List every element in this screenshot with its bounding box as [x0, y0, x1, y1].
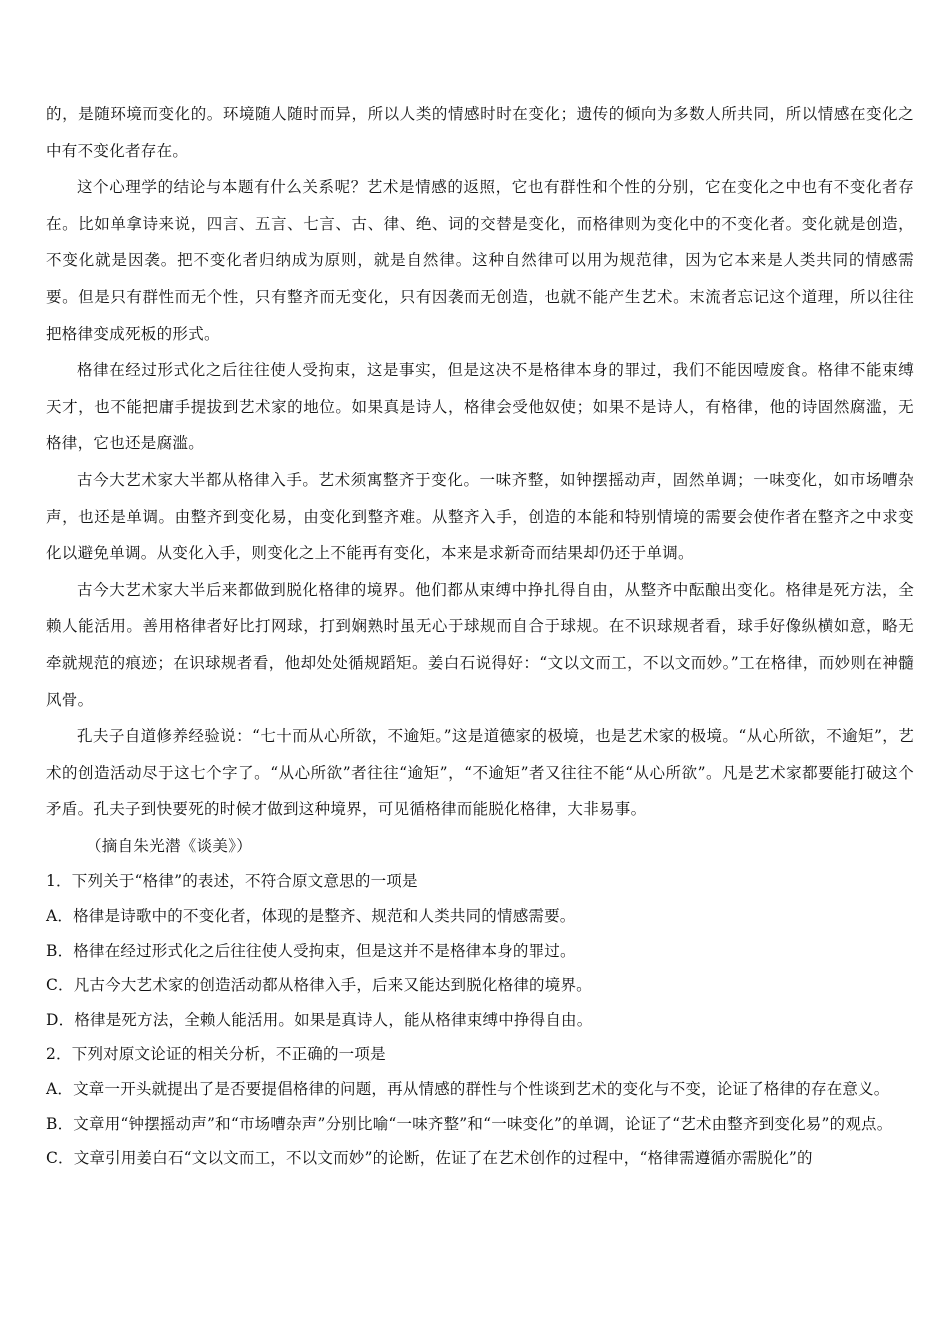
question-2-stem: 2．下列对原文论证的相关分析，不正确的一项是: [46, 1045, 386, 1064]
question-2-option-b: B．文章用“钟摆摇动声”和“市场嘈杂声”分别比喻“一味齐整”和“一味变化”的单调，论证了“艺术由整齐到变化易”的观点。: [46, 1114, 893, 1133]
question-1-option-b: B．格律在经过形式化之后往往使人受拘束，但是这并不是格律本身的罪过。: [46, 941, 576, 960]
article-paragraph-4: 古今大艺术家大半都从格律入手。艺术须寓整齐于变化。一味齐整，如钟摆摇动声，固然单调；一味变化，如市场嘈杂声，也还是单调。由整齐到变化易，由变化到整齐难。从整齐入手，创造的本能和特别情境的需要会使作者在整齐之中求变化以避免单调。从变化入手，则变化之上不能再有变化，本来是求新奇而结果却仍还于单调。: [46, 470, 914, 563]
question-1-option-a: A．格律是诗歌中的不变化者，体现的是整齐、规范和人类共同的情感需要。: [46, 907, 576, 926]
question-1-stem: 1．下列关于“格律”的表述，不符合原文意思的一项是: [46, 872, 418, 891]
question-1-option-d: D．格律是死方法，全赖人能活用。如果是真诗人，能从格律束缚中挣得自由。: [46, 1010, 593, 1029]
document-page: [46, 96, 914, 1176]
article-paragraph-1: 的，是随环境而变化的。环境随人随时而异，所以人类的情感时时在变化；遗传的倾向为多数人所共同，所以情感在变化之中有不变化者存在。: [46, 105, 914, 160]
article-paragraph-3: 格律在经过形式化之后往往使人受拘束，这是事实，但是这决不是格律本身的罪过，我们不能因噎废食。格律不能束缚天才，也不能把庸手提拔到艺术家的地位。如果真是诗人，格律会受他奴使；如果不是诗人，有格律，他的诗固然腐滥，无格律，它也还是腐滥。: [46, 361, 914, 453]
question-2-option-a: A．文章一开头就提出了是否要提倡格律的问题，再从情感的群性与个性谈到艺术的变化与不变，论证了格律的存在意义。: [46, 1080, 890, 1099]
question-1-option-c: C．凡古今大艺术家的创造活动都从格律入手，后来又能达到脱化格律的境界。: [46, 976, 592, 995]
article-paragraph-2: 这个心理学的结论与本题有什么关系呢？艺术是情感的返照，它也有群性和个性的分别，它在变化之中也有不变化者存在。比如单拿诗来说，四言、五言、七言、古、律、绝、词的交替是变化，而格律则为变化中的不变化者。变化就是创造，不变化就是因袭。把不变化者归纳成为原则，就是自然律。这种自然律可以用为规范律，因为它本来是人类共同的情感需要。但是只有群性而无个性，只有整齐而无变化，只有因袭而无创造，也就不能产生艺术。末流者忘记这个道理，所以往往把格律变成死板的形式。: [46, 178, 914, 343]
article-source: （摘自朱光潜《谈美》）: [86, 836, 253, 855]
article-paragraph-6: 孔夫子自道修养经验说：“七十而从心所欲，不逾矩。”这是道德家的极境，也是艺术家的极境。“从心所欲，不逾矩”，艺术的创造活动尽于这七个字了。“从心所欲”者往往“逾矩”，“不逾矩”者又往往不能“从心所欲”。凡是艺术家都要能打破这个矛盾。孔夫子到快要死的时候才做到这种境界，可见循格律而能脱化格律，大非易事。: [46, 727, 914, 819]
article-paragraph-5: 古今大艺术家大半后来都做到脱化格律的境界。他们都从束缚中挣扎得自由，从整齐中酝酿出变化。格律是死方法，全赖人能活用。善用格律者好比打网球，打到娴熟时虽无心于球规而自合于球规。在不识球规者看，球手好像纵横如意，略无牵就规范的痕迹；在识球规者看，他却处处循规蹈矩。姜白石说得好：“文以文而工，不以文而妙。”工在格律，而妙则在神髓风骨。: [46, 580, 914, 709]
question-2-option-c: C．文章引用姜白石“文以文而工，不以文而妙”的论断，佐证了在艺术创作的过程中，“格律需遵循亦需脱化”的: [46, 1149, 813, 1168]
